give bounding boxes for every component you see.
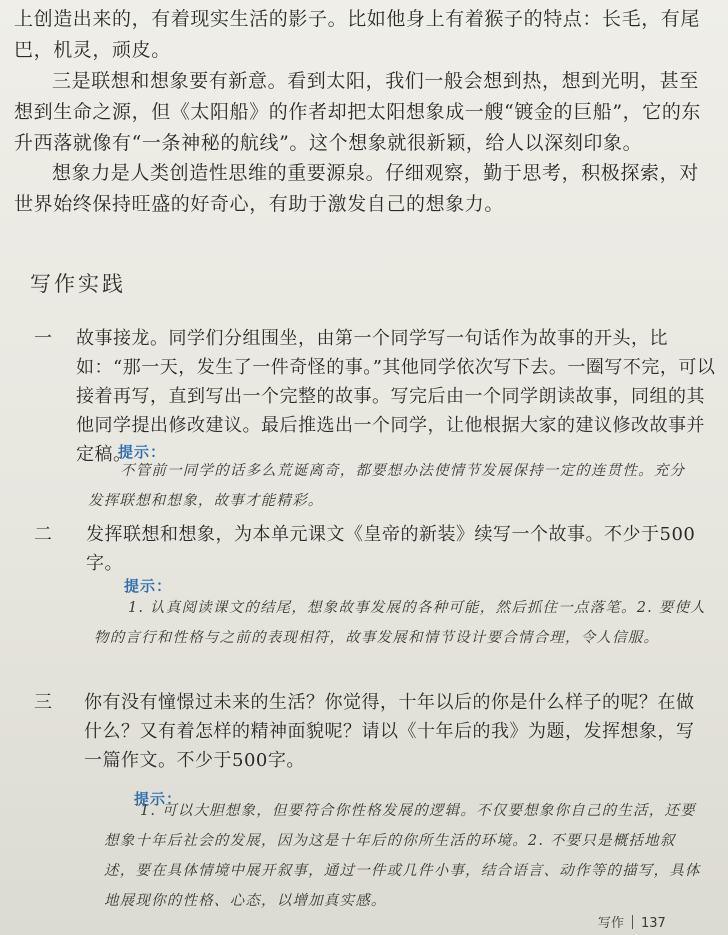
page-number: 137 — [641, 916, 666, 931]
hint-text: 1. 可以大胆想象，但要符合你性格发展的逻辑。不仅要想象你自己的生活，还要想象十年后社会的发展，因为这是十年后的你所生活的环境。2. 不要只是概括地叙述，要在具体情境中展开叙事，通过一件或几件小事，结合语言、动作等的描写，具体地展现你的性格、心态，以增加真实感。 — [104, 803, 701, 909]
task-text: 你有没有憧憬过未来的生活？你觉得，十年以后的你是什么样子的呢？在做什么？又有着怎样的精神面貌呢？请以《十年后的我》为题，发挥想象，写一篇作文。不少于500字。 — [84, 692, 695, 771]
paragraph-imagination: 想象力是人类创造性思维的重要源泉。仔细观察，勤于思考，积极探索，对世界始终保持旺盛的好奇心，有助于激发自己的想象力。 — [14, 162, 699, 215]
task-text: 故事接龙。同学们分组围坐，由第一个同学写一句话作为故事的开头，比如：“那一天，发生了一件奇怪的事。”其他同学依次写下去。一圈写不完，可以接着再写，直到写出一个完整的故事。写完后由一个同学朗读故事，同组的其他同学提出修改建议。最后推选出一个同学，让他根据大家的建议修改故事并定稿。 — [76, 328, 716, 465]
task-3 — [34, 688, 704, 775]
paragraph-continuation: 上创造出来的，有着现实生活的影子。比如他身上有着猴子的特点：长毛，有尾巴，机灵，顽皮。 — [14, 8, 701, 61]
footer-divider — [632, 915, 633, 929]
task-number: 三 — [34, 692, 53, 713]
paragraph-point-three: 三是联想和想象要有新意。看到太阳，我们一般会想到热，想到光明，甚至想到生命之源，但《太阳船》的作者却把太阳想象成一艘“镀金的巨船”，它的东升西落就像有“一条神秘的航线”。这个想象就很新颖，给人以深刻印象。 — [14, 70, 702, 154]
page-footer — [598, 912, 666, 931]
hint-text: 1. 认真阅读课文的结尾，想象故事发展的各种可能，然后抓住一点落笔。2. 要使人物的言行和性格与之前的表现相符，故事发展和情节设计要合情合理，令人信服。 — [94, 600, 706, 646]
task-text: 发挥联想和想象，为本单元课文《皇帝的新装》续写一个故事。不少于500字。 — [86, 524, 696, 574]
hint-label: 提示： — [134, 790, 183, 808]
section-title: 写作实践 — [30, 272, 126, 296]
task-number: 一 — [34, 328, 53, 349]
footer-section: 写作 — [598, 916, 625, 931]
hint-text: 不管前一同学的话多么荒诞离奇，都要想办法使情节发展保持一定的连贯性。充分发挥联想和想象，故事才能精彩。 — [88, 463, 686, 509]
task-2 — [34, 520, 726, 578]
task-number: 二 — [34, 524, 53, 545]
hint-label: 提示： — [118, 443, 167, 461]
hint-label: 提示： — [124, 577, 173, 595]
